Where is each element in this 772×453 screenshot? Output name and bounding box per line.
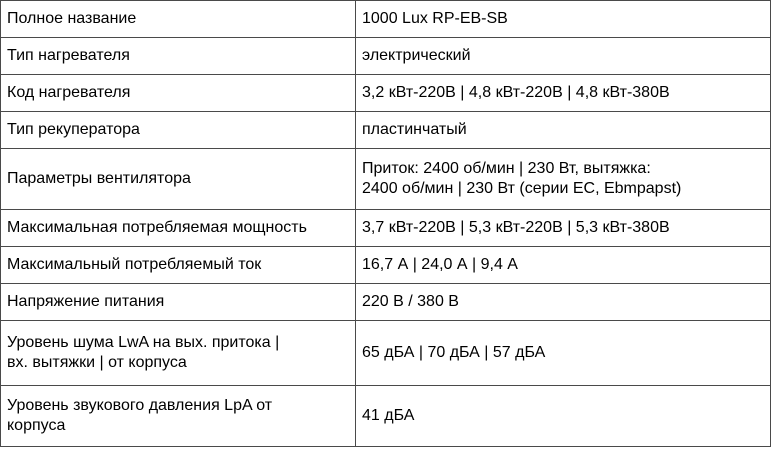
spec-value — [356, 284, 771, 321]
table-row — [1, 386, 771, 447]
spec-label — [1, 210, 356, 247]
spec-label-text: Код нагревателя — [7, 84, 131, 101]
spec-label — [1, 247, 356, 284]
spec-label-text: Максимальная потребляемая мощность — [7, 219, 307, 236]
spec-value — [356, 38, 771, 75]
spec-label-line: Уровень шума LwA на вых. притока | — [7, 334, 280, 351]
table-row — [1, 321, 771, 386]
spec-value — [356, 75, 771, 112]
spec-label — [1, 321, 356, 386]
spec-label-line: Уровень звукового давления LpA от — [7, 397, 273, 414]
table-row — [1, 1, 771, 38]
spec-value — [356, 112, 771, 149]
spec-value-text: 3,2 кВт-220В | 4,8 кВт-220В | 4,8 кВт-380В — [362, 84, 670, 101]
spec-value-text: электрический — [362, 47, 471, 64]
spec-label-text: Тип нагревателя — [7, 47, 130, 64]
spec-value-text: 16,7 А | 24,0 А | 9,4 А — [362, 256, 518, 273]
spec-label — [1, 75, 356, 112]
spec-label — [1, 284, 356, 321]
spec-value-line: 2400 об/мин | 230 Вт (серии ЕС, Ebmpapst) — [362, 180, 682, 197]
spec-value-line: Приток: 2400 об/мин | 230 Вт, вытяжка: — [362, 160, 651, 177]
spec-value-text: 1000 Lux RP-EB-SB — [362, 10, 508, 27]
spec-label — [1, 1, 356, 38]
table-row — [1, 75, 771, 112]
spec-label — [1, 38, 356, 75]
spec-value-text: 3,7 кВт-220В | 5,3 кВт-220В | 5,3 кВт-380В — [362, 219, 670, 236]
spec-label-text: Полное название — [7, 10, 137, 27]
table-row — [1, 149, 771, 210]
spec-value — [356, 210, 771, 247]
spec-value-text: 220 В / 380 В — [362, 293, 459, 310]
spec-label — [1, 386, 356, 447]
table-row — [1, 112, 771, 149]
spec-value — [356, 1, 771, 38]
spec-value — [356, 321, 771, 386]
spec-value-text: 41 дБА — [362, 407, 415, 424]
spec-label-line: вх. вытяжки | от корпуса — [7, 354, 187, 371]
table-row — [1, 38, 771, 75]
spec-label-text: Максимальный потребляемый ток — [7, 256, 262, 273]
table-row — [1, 247, 771, 284]
spec-label-text: Тип рекуператора — [7, 121, 140, 138]
spec-label-text: Напряжение питания — [7, 293, 165, 310]
spec-value-text: пластинчатый — [362, 121, 467, 138]
spec-label-line: корпуса — [7, 417, 66, 434]
spec-label — [1, 112, 356, 149]
spec-value — [356, 149, 771, 210]
spec-label-text: Параметры вентилятора — [7, 170, 191, 187]
table-row — [1, 210, 771, 247]
spec-value — [356, 386, 771, 447]
spec-label — [1, 149, 356, 210]
table-row — [1, 284, 771, 321]
spec-value-text: 65 дБА | 70 дБА | 57 дБА — [362, 344, 546, 361]
spec-value — [356, 247, 771, 284]
